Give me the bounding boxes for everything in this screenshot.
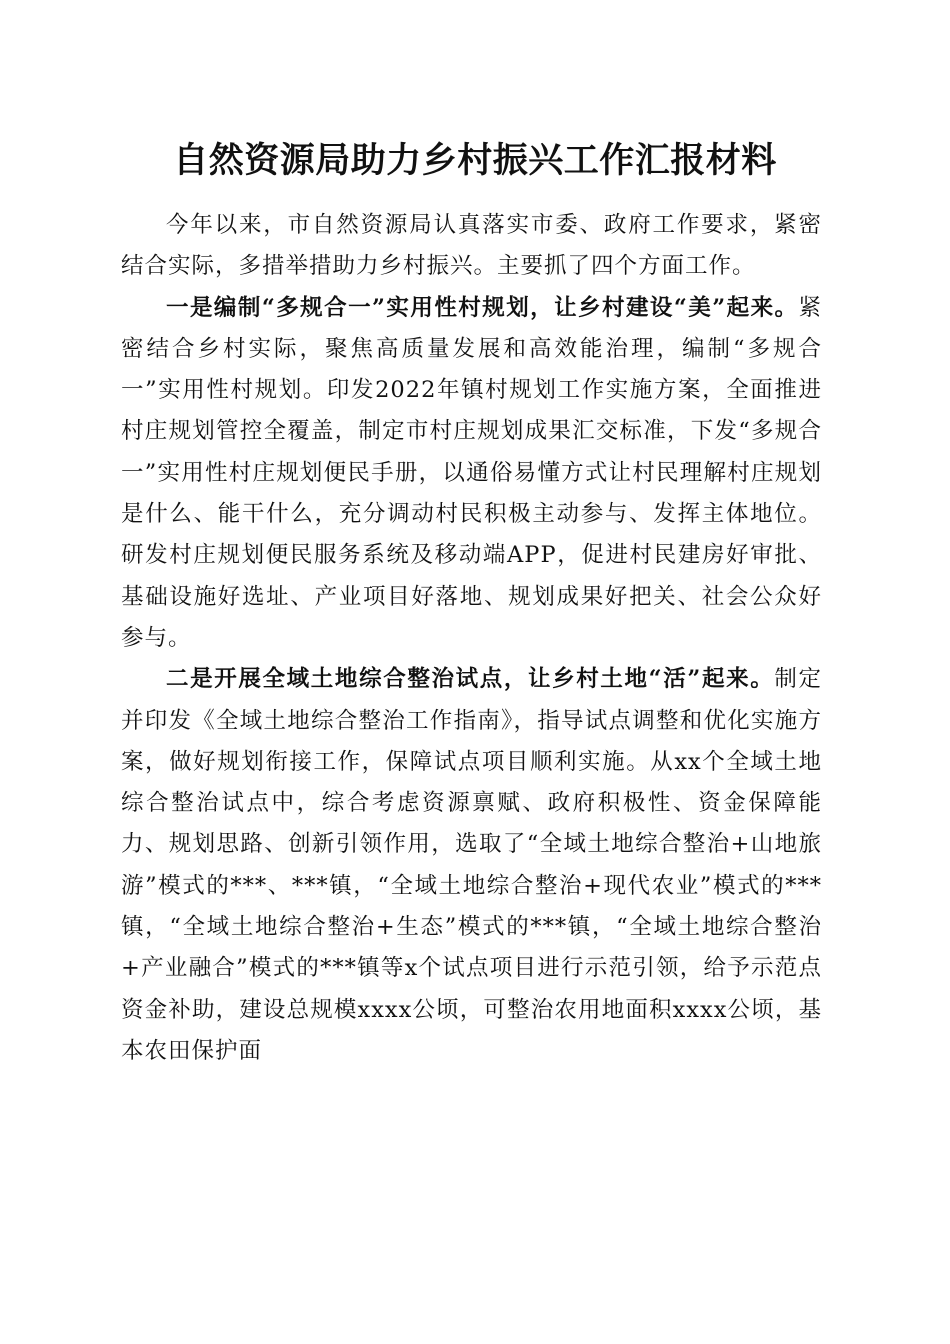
- paragraph-village-planning: [121, 288, 822, 660]
- document-title: 自然资源局助力乡村振兴工作汇报材料: [173, 140, 777, 181]
- paragraph-intro-text: 今年以来，市自然资源局认真落实市委、政府工作要求，紧密结合实际，多措举措助力乡村振兴。主要抓了四个方面工作。: [121, 212, 822, 280]
- paragraph-land-consolidation: [121, 659, 822, 1072]
- paragraph-land-consolidation-heading: 二是开展全域土地综合整治试点，让乡村土地“活”起来。: [166, 666, 775, 693]
- document-body: [121, 205, 822, 1072]
- paragraph-village-planning-text: 紧密结合乡村实际，聚焦高质量发展和高效能治理，编制“多规合一”实用性村规划。印发2022年镇村规划工作实施方案，全面推进村庄规划管控全覆盖，制定市村庄规划成果汇交标准，下发“多规合一”实用性村庄规划便民手册，以通俗易懂方式让村民理解村庄规划是什么、能干什么，充分调动村民积极主动参与、发挥主体地位。研发村庄规划便民服务系统及移动端APP，促进村民建房好审批、基础设施好选址、产业项目好落地、规划成果好把关、社会公众好参与。: [121, 294, 822, 651]
- paragraph-land-consolidation-text: 制定并印发《全域土地综合整治工作指南》，指导试点调整和优化实施方案，做好规划衔接工作，保障试点项目顺利实施。从xx个全域土地综合整治试点中，综合考虑资源禀赋、政府积极性、资金保障能力、规划思路、创新引领作用，选取了“全域土地综合整治+山地旅游”模式的***、***镇，“全域土地综合整治+现代农业”模式的***镇，“全域土地综合整治+生态”模式的***镇，“全域土地综合整治+产业融合”模式的***镇等x个试点项目进行示范引领，给予示范点资金补助，建设总规模xxxx公顷，可整治农用地面积xxxx公顷，基本农田保护面: [121, 666, 822, 1064]
- paragraph-intro: [121, 205, 822, 288]
- paragraph-village-planning-heading: 一是编制“多规合一”实用性村规划，让乡村建设“美”起来。: [166, 294, 799, 321]
